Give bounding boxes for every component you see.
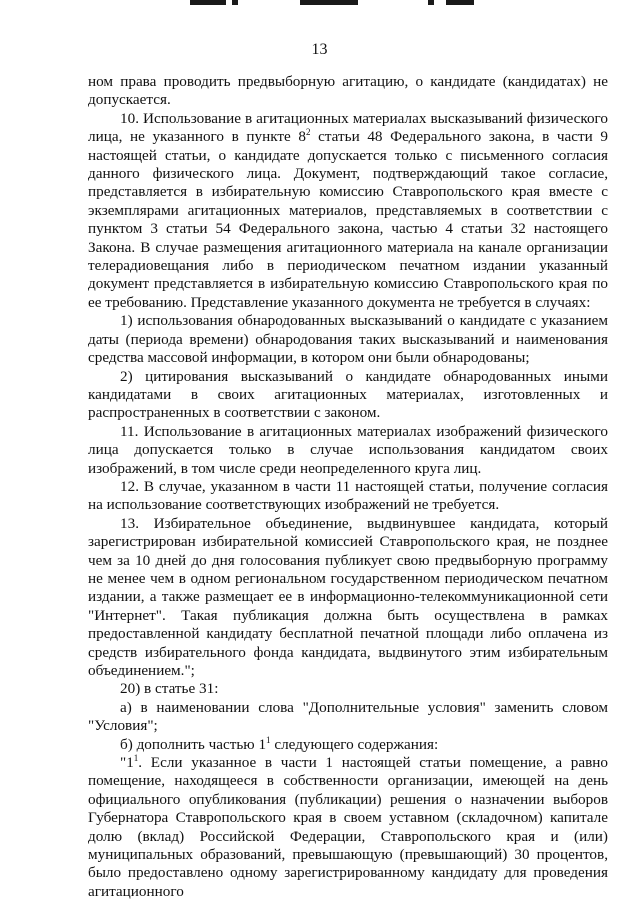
paragraph-text: 13. Избирательное объединение, выдвинувшее кандидата, который зарегистрирован избирательной комиссией Ставропольского края, не позднее чем за 10 дней до дня голосования публикует свою предвыборную программу не менее чем в одном региональном государственном периодическом печатном издании, а также размещает ее в информационно-телекоммуникационной сети "Интернет". Такая публикация должна быть осуществлена в рамках предоставленной кандидату бесплатной печатной площади либо оплачена из средств избирательного фонда кандидата, выдвинутого этим избирательным объединением."; [88, 514, 608, 679]
paragraph-p1-1 [88, 754, 608, 901]
paragraph-p11 [88, 423, 608, 478]
paragraph-text: следующего содержания: [270, 735, 439, 753]
paragraph-text: 1) использования обнародованных высказываний о кандидате с указанием даты (периода времени) обнародования таких высказываний и наименования средства массовой информации, в котором они были обнародованы; [88, 312, 608, 367]
paragraph-p10-2 [88, 368, 608, 423]
paragraph-text: . Если указанное в части 1 настоящей статьи помещение, а равно помещение, находящееся в собственности организации, имеющей на день официального опубликования (публикации) решения о назначении выборов Губернатора Ставропольского края в своем уставном (складочном) капитале долю (вклад) Российской Федерации, Ставропольского края и (или) муниципальных образований, превышающую (превышающий) 30 процентов, было предоставлено одному зарегистрированному кандидату для проведения агитационного [88, 754, 608, 900]
paragraph-text: 11. Использование в агитационных материалах изображений физического лица допускается только в случае использования кандидатом своих изображений, в том числе среди неопределенного круга лиц. [88, 422, 608, 477]
paragraph-text: а) в наименовании слова "Дополнительные условия" заменить словом "Условия"; [88, 698, 608, 735]
paragraph-p13 [88, 515, 608, 681]
paragraph-text: статьи 48 Федерального закона, в части 9 настоящей статьи, о кандидате допускается только с письменного согласия данного физического лица. Документ, подтверждающий такое согласие, представляется в избирательную комиссию Ставропольского края вместе с экземплярами агитационных материалов, представляемых в соответствии с пунктом 3 статьи 54 Федерального закона, частью 4 статьи 32 настоящего Закона. В случае размещения агитационного материала на канале организации телерадиовещания либо в периодическом печатном издании указанный документ представляется в избирательную комиссию Ставропольского края по ее требованию. Представление указанного документа не требуется в случаях: [88, 128, 608, 311]
paragraph-text: 12. В случае, указанном в части 11 настоящей статьи, получение согласия на использование соответствующих изображений не требуется. [88, 477, 608, 514]
paragraph-text: 20) в статье 31: [120, 680, 219, 698]
paragraph-text: 2) цитирования высказываний о кандидате обнародованных иными кандидатами в своих агитационных материалах, изготовленных и распространенных в соответствии с законом. [88, 367, 608, 422]
document-body [88, 73, 608, 901]
scan-artifact [0, 0, 639, 8]
superscript: 2 [306, 127, 311, 138]
paragraph-p20 [88, 680, 608, 698]
paragraph-text: "1 [120, 754, 134, 772]
superscript: 1 [266, 734, 271, 745]
paragraph-p10-1 [88, 312, 608, 367]
paragraph-text: б) дополнить частью 1 [120, 735, 267, 753]
paragraph-p10 [88, 110, 608, 312]
paragraph-text: ном права проводить предвыборную агитацию, о кандидате (кандидатах) не допускается. [88, 73, 608, 109]
paragraph-text: 10. Использование в агитационных материалах высказываний физического лица, не указанного в пункте 8 [88, 109, 608, 146]
superscript: 1 [133, 753, 139, 764]
page-number: 13 [311, 41, 328, 58]
paragraph-p20b [88, 736, 608, 754]
paragraph-p0 [88, 73, 608, 110]
paragraph-p20a [88, 699, 608, 736]
paragraph-p12 [88, 478, 608, 515]
